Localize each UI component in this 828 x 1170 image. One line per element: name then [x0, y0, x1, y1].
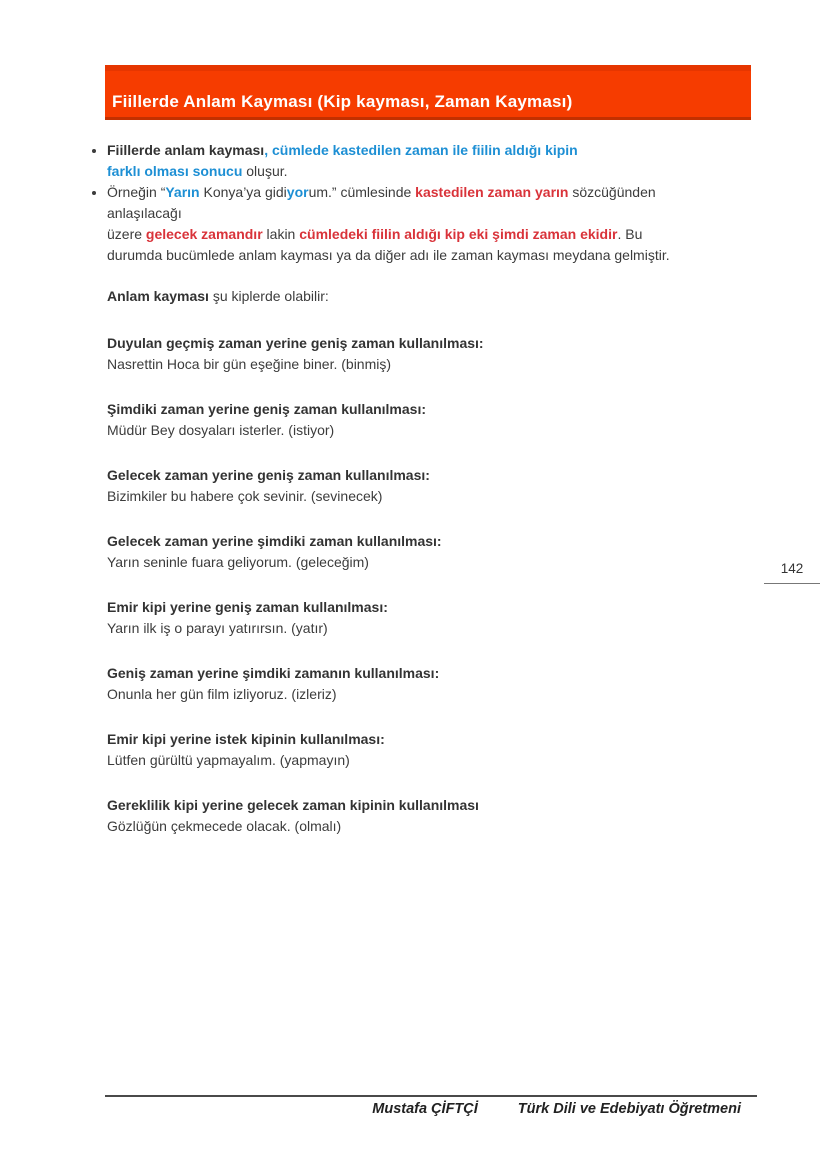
section-example: Onunla her gün film izliyoruz. (izleriz) [107, 686, 337, 702]
section-banner [105, 65, 751, 120]
section-block [107, 729, 761, 771]
bullet-item [107, 140, 761, 182]
page-title: Fiillerde Anlam Kayması (Kip kayması, Zaman Kayması) [112, 92, 573, 111]
section-heading: Emir kipi yerine istek kipinin kullanılması: [107, 731, 385, 747]
footer-author: Mustafa ÇİFTÇİ [372, 1101, 478, 1117]
section-heading: Gereklilik kipi yerine gelecek zaman kipinin kullanılması [107, 797, 479, 813]
section-heading: Geniş zaman yerine şimdiki zamanın kullanılması: [107, 665, 440, 681]
section-list [85, 333, 761, 837]
section-block [107, 531, 761, 573]
section-heading: Emir kipi yerine geniş zaman kullanılması: [107, 599, 388, 615]
section-heading: Gelecek zaman yerine geniş zaman kullanılması: [107, 467, 430, 483]
footer-role: Türk Dili ve Edebiyatı Öğretmeni [517, 1101, 741, 1117]
section-example: Yarın ilk iş o parayı yatırırsın. (yatır) [107, 620, 328, 636]
footer [105, 1101, 757, 1117]
bullet-text: Fiillerde anlam kayması, cümlede kastedilen zaman ile fiilin aldığı kipin farklı olması sonucu oluşur. [107, 142, 578, 179]
footer-divider [105, 1095, 757, 1097]
section-example: Yarın seninle fuara geliyorum. (geleceğim) [107, 554, 369, 570]
section-block [107, 399, 761, 441]
section-block [107, 333, 761, 375]
bullet-text: Örneğin “Yarın Konya’ya gidiyorum.” cümlesinde kastedilen zaman yarın sözcüğünden anlaşılacağı üzere gelecek zamandır lakin cümledeki fiilin aldığı kip eki şimdi zaman ekidir. Bu durumda bucümlede anlam kayması ya da diğer adı ile zaman kayması meydana gelmiştir. [107, 184, 670, 263]
section-block [107, 795, 761, 837]
section-block [107, 597, 761, 639]
section-example: Bizimkiler bu habere çok sevinir. (sevinecek) [107, 488, 383, 504]
section-example: Gözlüğün çekmecede olacak. (olmalı) [107, 818, 342, 834]
section-example: Lütfen gürültü yapmayalım. (yapmayın) [107, 752, 350, 768]
section-block [107, 465, 761, 507]
page-content [85, 140, 761, 861]
intro-line: Anlam kayması şu kiplerde olabilir: [107, 288, 329, 304]
section-heading: Şimdiki zaman yerine geniş zaman kullanılması: [107, 401, 427, 417]
bullet-item [107, 182, 761, 266]
section-example: Müdür Bey dosyaları isterler. (istiyor) [107, 422, 335, 438]
section-heading: Gelecek zaman yerine şimdiki zaman kullanılması: [107, 533, 442, 549]
page-number: 142 [764, 561, 820, 584]
section-example: Nasrettin Hoca bir gün eşeğine biner. (binmiş) [107, 356, 392, 372]
bullet-list [85, 140, 761, 266]
section-block [107, 663, 761, 705]
section-heading: Duyulan geçmiş zaman yerine geniş zaman kullanılması: [107, 335, 484, 351]
